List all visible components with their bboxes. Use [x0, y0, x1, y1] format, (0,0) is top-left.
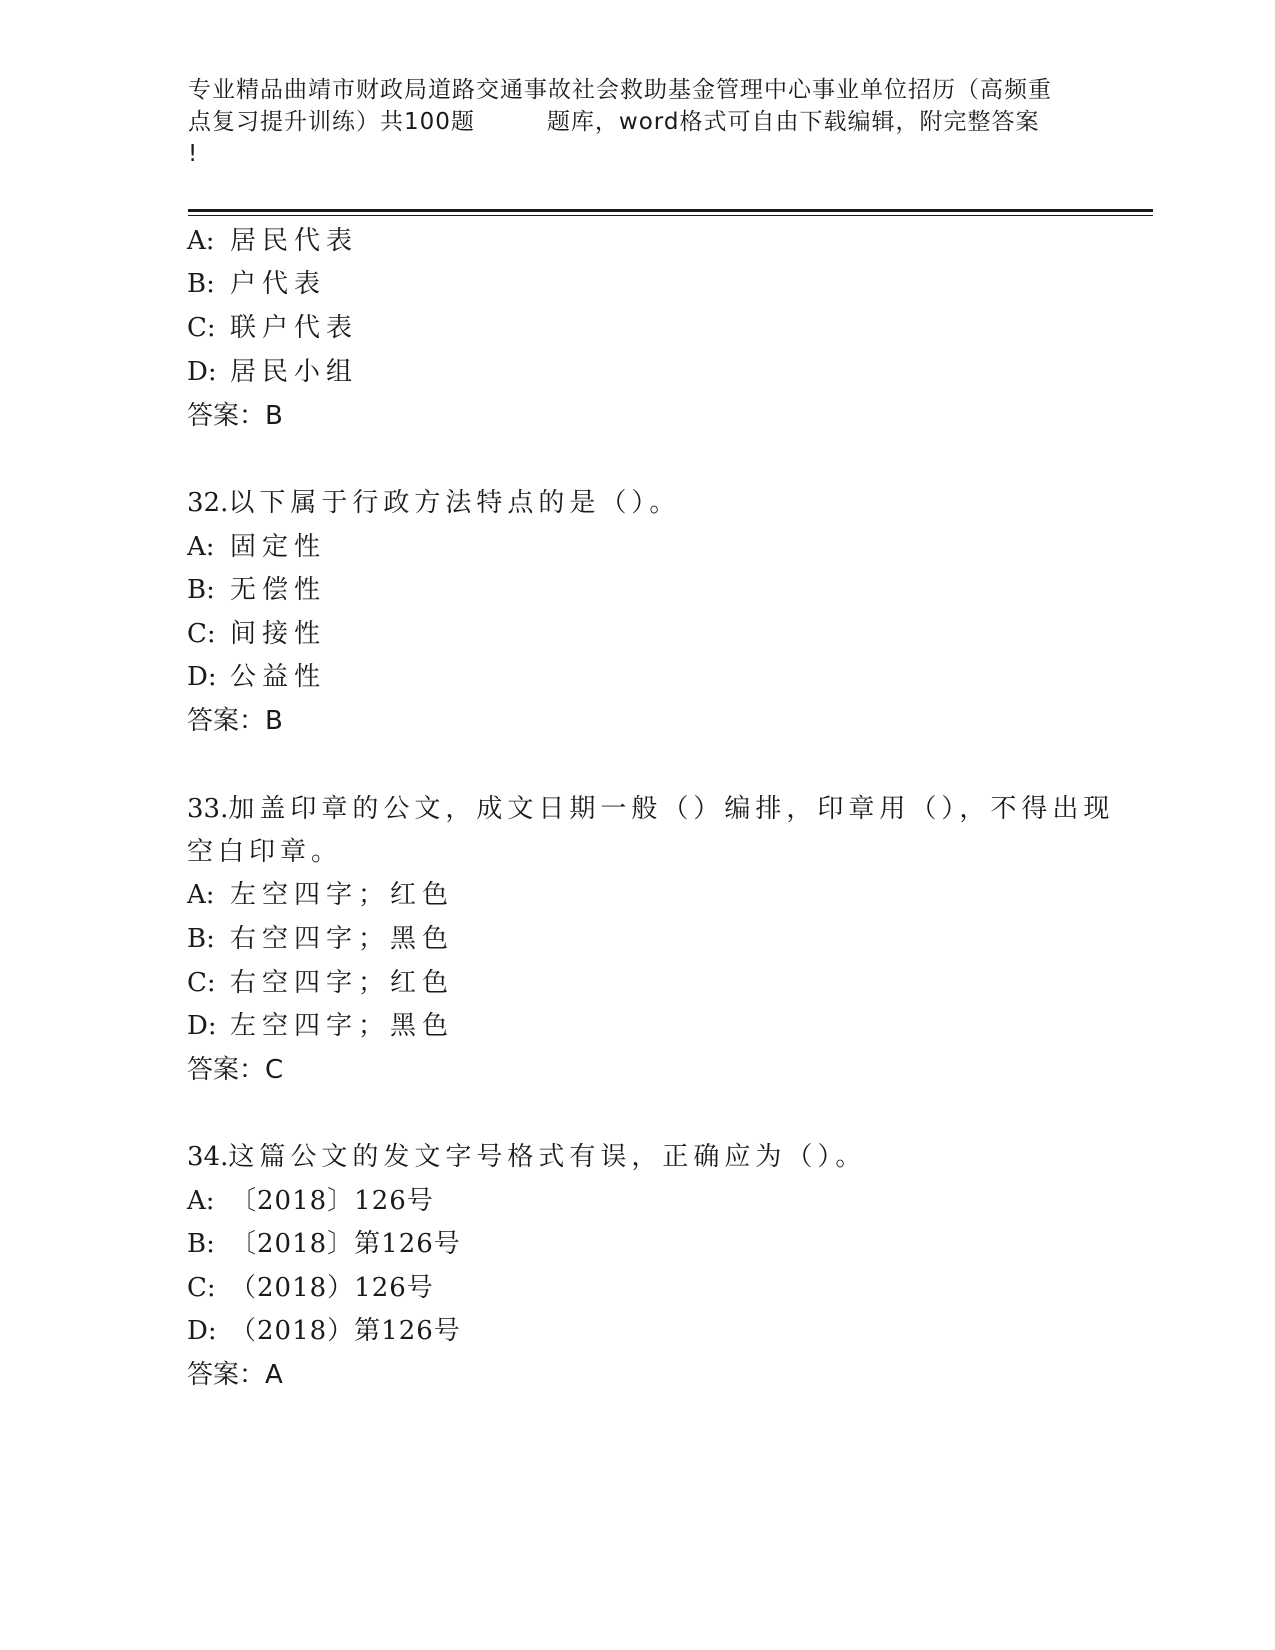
q32-answer: 答案：B — [187, 706, 283, 736]
q33-option-c: C: 右空四字；红色 — [187, 968, 455, 998]
document-header — [188, 74, 1088, 170]
q34-option-d: D: （2018）第126号 — [187, 1316, 461, 1346]
header-rule-thin — [188, 215, 1153, 216]
q31-option-d: D: 居民小组 — [187, 357, 359, 387]
q31-option-c: C: 联户代表 — [187, 313, 359, 343]
header-line-2 — [188, 106, 1088, 138]
q34-number: 34. — [187, 1142, 229, 1172]
q33-answer: 答案：C — [187, 1055, 284, 1085]
q32-option-a: A: 固定性 — [187, 532, 327, 562]
q32-stem: 32.以下属于行政方法特点的是（）。 — [187, 488, 681, 518]
q34-stem: 34.这篇公文的发文字号格式有误，正确应为（）。 — [187, 1142, 867, 1172]
q31-answer: 答案：B — [187, 401, 283, 431]
q34-option-a: A: 〔2018〕126号 — [187, 1186, 434, 1216]
q32-option-d: D: 公益性 — [187, 662, 327, 692]
q33-option-b: B: 右空四字；黑色 — [187, 924, 455, 954]
header-line-1: 专业精品曲靖市财政局道路交通事故社会救助基金管理中心事业单位招历（高频重 — [188, 77, 1052, 103]
q33-option-d: D: 左空四字；黑色 — [187, 1011, 455, 1041]
q34-option-c: C: （2018）126号 — [187, 1273, 434, 1303]
q32-option-b: B: 无偿性 — [187, 575, 327, 605]
header-line-2b: 题库，word格式可自由下载编辑，附完整答案 — [546, 109, 1040, 135]
header-line-3: ! — [188, 141, 199, 167]
q32-option-c: C: 间接性 — [187, 619, 327, 649]
q33-stem-line-1: 33.加盖印章的公文，成文日期一般（）编排，印章用（），不得出现 — [187, 794, 1115, 824]
header-rule-thick — [188, 209, 1153, 212]
q31-option-a: A: 居民代表 — [187, 226, 359, 256]
q33-option-a: A: 左空四字；红色 — [187, 880, 455, 910]
header-line-2a: 点复习提升训练）共100题 — [188, 109, 475, 135]
q33-stem-line-2: 空白印章。 — [187, 837, 343, 867]
q32-number: 32. — [187, 488, 229, 518]
q31-option-b: B: 户代表 — [187, 269, 327, 299]
q33-number: 33. — [187, 794, 229, 824]
q34-option-b: B: 〔2018〕第126号 — [187, 1229, 461, 1259]
q34-answer: 答案：A — [187, 1360, 283, 1390]
